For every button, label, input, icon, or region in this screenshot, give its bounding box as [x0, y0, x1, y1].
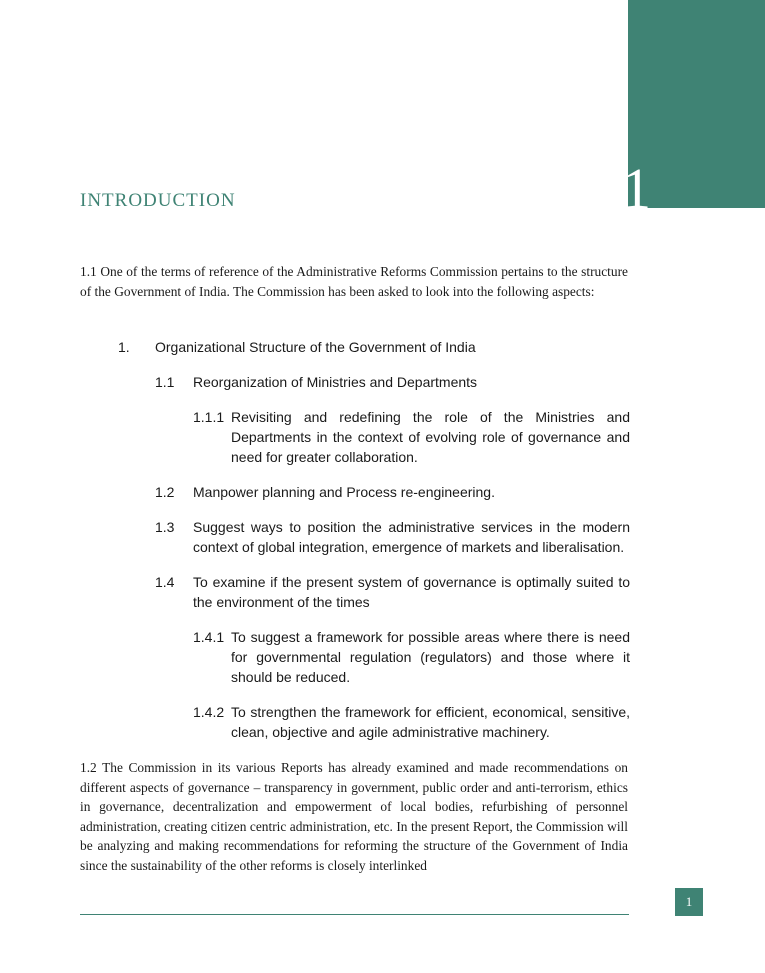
footer-rule	[80, 914, 629, 915]
list-item-text: To strengthen the framework for efficient, economical, sensitive, clean, objective and agile administrative machinery.	[231, 704, 630, 740]
list-item-text: To examine if the present system of governance is optimally suited to the environment of the times	[193, 574, 630, 610]
list-item-number: 1.	[118, 339, 130, 355]
list-item-text: Organizational Structure of the Government of India	[155, 339, 476, 355]
terms-of-reference-list	[118, 337, 630, 747]
list-item-text: Revisiting and redefining the role of the Ministries and Departments in the context of evolving role of governance and need for greater collaboration.	[231, 409, 630, 465]
chapter-number: 1	[622, 156, 649, 221]
list-item-text: Manpower planning and Process re-engineering.	[193, 484, 495, 500]
list-item-text: Reorganization of Ministries and Departments	[193, 374, 478, 390]
page-number-badge: 1	[675, 888, 703, 916]
list-item-number: 1.4.1	[193, 629, 225, 645]
paragraph-1-1: 1.1 One of the terms of reference of the Administrative Reforms Commission pertains to the structure of the Government of India. The Commission has been asked to look into the following aspects:	[80, 264, 628, 299]
paragraph-1-2: 1.2 The Commission in its various Reports has already examined and made recommendations on different aspects of governance – transparency in government, public order and anti-terrorism, ethics in governance, decentralization and empowerment of local bodies, refurbishing of personnel administration, creating citizen centric administration, etc. In the present Report, the Commission will be analyzing and making recommendations for reforming the structure of the Government of India since the sustainability of the other reforms is closely interlinked	[80, 760, 628, 873]
list-item-number: 1.1.1	[193, 409, 225, 425]
list-item-text: Suggest ways to position the administrative services in the modern context of global integration, emergence of markets and liberalisation.	[193, 519, 630, 555]
list-item-number: 1.4	[155, 574, 175, 590]
chapter-title: INTRODUCTION	[80, 190, 236, 211]
list-item-text: To suggest a framework for possible areas where there is need for governmental regulation (regulators) and those where it should be reduced.	[231, 629, 630, 685]
list-item-number: 1.4.2	[193, 704, 225, 720]
list-item-number: 1.2	[155, 484, 175, 500]
list-item-number: 1.3	[155, 519, 175, 535]
list-item-number: 1.1	[155, 374, 175, 390]
